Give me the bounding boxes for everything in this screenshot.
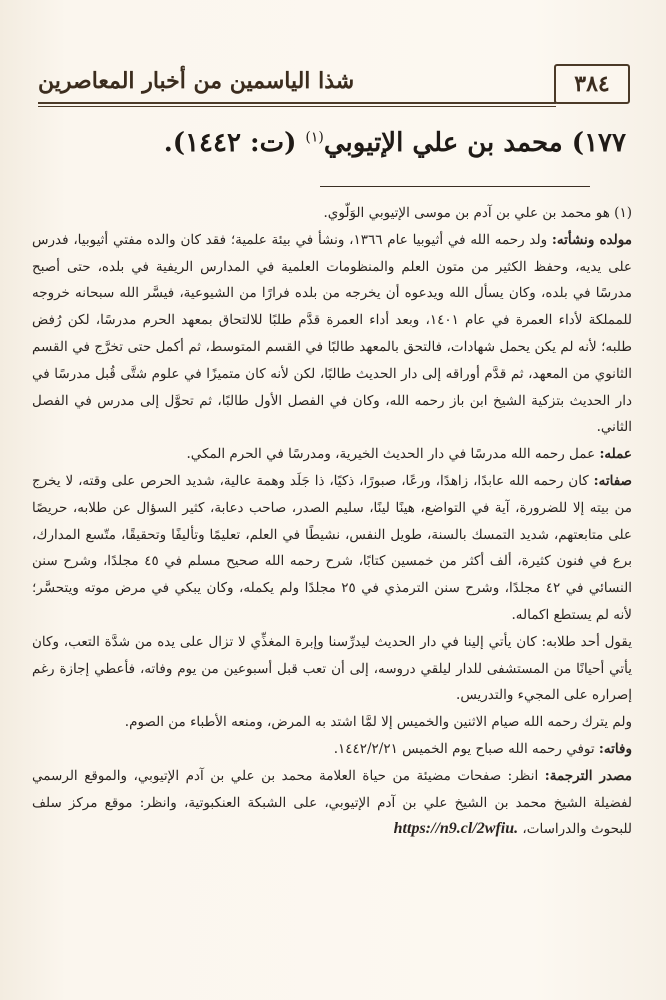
header-rule (38, 102, 556, 104)
entry-title-death: (ت: ١٤٤٢). (163, 128, 306, 158)
footnote-separator (320, 186, 590, 187)
footnote-body (32, 200, 632, 843)
footnote-intro: (١) هو محمد بن علي بن آدم بن موسى الإتيوبي الوَلّوي. (323, 205, 632, 221)
birth-label: مولده ونشأته: (551, 231, 632, 248)
traits-label: صفاته: (593, 472, 632, 489)
birth-paragraph (32, 227, 632, 441)
fasting-paragraph: ولم يترك رحمه الله صيام الاثنين والخميس إلا لمَّا اشتد به المرض، ومنعه الأطباء من الصوم. (124, 714, 632, 731)
death-text: توفي رحمه الله صباح يوم الخميس ١٤٤٢/٢/٢١. (333, 740, 599, 757)
page-header (38, 58, 630, 112)
death-paragraph (32, 736, 632, 763)
source-paragraph (32, 763, 632, 843)
birth-text: ولد رحمه الله في أثيوبيا عام ١٣٦٦، ونشأ في بيئة علمية؛ فقد كان والده مفتي أثيوبيا، فدرس على يديه، وحفظ الكثير من متون العلم والمنظومات العلمية في المدارس الريفية في بلده، حتى أصبح مدرسًا في بلده، وكان يسأل الله ويدعوه أن يخرجه من بلده فرارًا من الشيوعية، فيسَّر الله سبحانه خروجه للمملكة لأداء العمرة في عام ١٤٠١، وبعد أداء العمرة قدَّم طلبًا للالتحاق بمعهد الحرم مدرسًا، لكن رُفض طلبه؛ لأنه لم يكن يحمل شهادات، فالتحق بالمعهد طالبًا في القسم المتوسط، ثم أكمل حتى تخرَّج في القسم الثانوي من المعهد، ثم قدَّم أوراقه إلى دار الحديث طالبًا، لكن لأنه كان متميزًا في علوم شتَّى قُبل مدرسًا في دار الحديث بتزكية الشيخ ابن باز رحمه الله، وكان في الفصل الأول طالبًا، ثم تحوَّل إلى مدرس في الفصل الثاني. (32, 231, 632, 436)
source-label: مصدر الترجمة: (544, 767, 632, 784)
source-link[interactable]: https://n9.cl/2wfiu. (393, 820, 519, 838)
work-text: عمل رحمه الله مدرسًا في دار الحديث الخيرية، ومدرسًا في الحرم المكي. (186, 446, 600, 463)
traits-text: كان رحمه الله عابدًا، زاهدًا، ورعًا، صبورًا، ذكيًا، ذا جَلَد وهمة عالية، شديد الحرص على وقته، لا يخرج من بيته إلا للضرورة، آية في التواضع، هينًا لينًا، سليم الصدر، صاحب دعابة، كثير السؤال عن طلابه، حريصًا على متابعتهم، شديد التمسك بالسنة، طويل النفس، نشيطًا في العلم، تعليمًا وتأليفًا وتحقيقًا، متّسع المدارك، برع في فنون كثيرة، ألف أكثر من خمسين كتابًا، شرح رحمه الله صحيح مسلم في ٤٥ مجلدًا، وشرح سنن النسائي في ٤٢ مجلدًا، وشرح سنن الترمذي في ٢٥ مجلدًا ولم يكمله، وكان يبكي في مرض موته ويتحسَّر؛ لأنه لم يستطع اكماله. (32, 472, 632, 623)
work-paragraph (32, 441, 632, 468)
footnote-ref[interactable]: (١) (305, 129, 324, 146)
death-label: وفاته: (598, 740, 632, 757)
student-paragraph: يقول أحد طلابه: كان يأتي إلينا في دار الحديث ليدرِّسنا وإبرة المغذِّي لا تزال على يده من شدَّة التعب، وكان يأتي أحيانًا من المستشفى للدار ليلقي دروسه، إلى أن تعب قبل أسبوعين من يوم وفاته، فأعطي إجازة رغم إصراره على المجيء والتدريس. (32, 633, 632, 704)
source-text: انظر: صفحات مضيئة من حياة العلامة محمد بن علي بن آدم الإتيوبي، والموقع الرسمي لفضيلة الشيخ محمد بن الشيخ علي بن آدم الإتيوبي، على الشبكة العنكبوتية، وانظر: موقع مركز سلف للبحوث والدراسات، (32, 767, 632, 838)
traits-paragraph (32, 468, 632, 629)
page-number: ٣٨٤ (554, 64, 630, 104)
entry-title-main: ١٧٧) محمد بن علي الإتيوبي (323, 128, 626, 158)
work-label: عمله: (599, 446, 632, 463)
header-rule-thin (38, 106, 556, 107)
entry-title (40, 128, 626, 158)
running-title: شذا الياسمين من أخبار المعاصرين (38, 68, 355, 94)
